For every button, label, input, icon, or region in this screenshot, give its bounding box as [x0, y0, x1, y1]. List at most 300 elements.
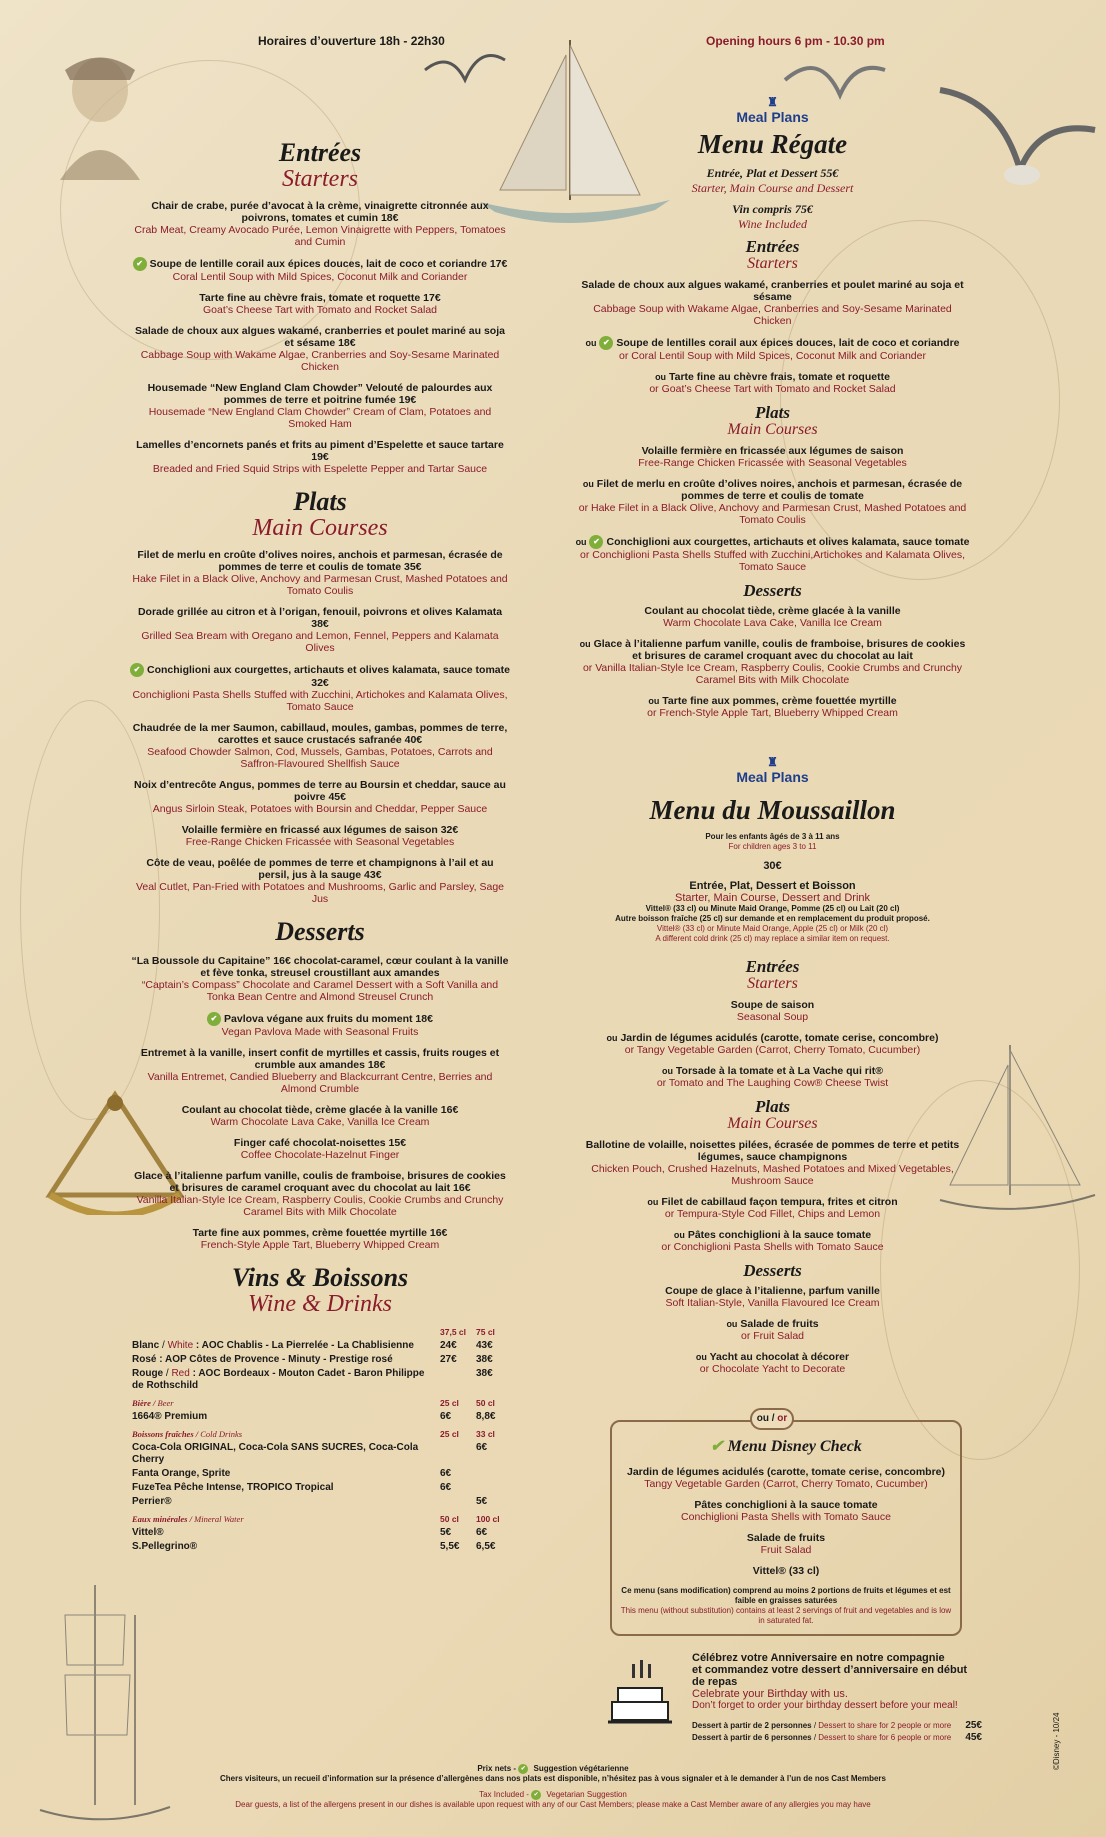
- item-text-fr: Volaille fermière en fricassé aux légumes de saison 32€: [181, 824, 459, 836]
- item-name-fr: [575, 605, 970, 617]
- wine-name: Blanc / White : AOC Chablis - La Pierrelée - La Chablisienne: [132, 1340, 414, 1351]
- item-name-fr: [575, 478, 970, 502]
- desserts-section: [130, 919, 510, 1251]
- item-name-fr: [575, 999, 970, 1011]
- birthday-price: 25€: [965, 1720, 982, 1731]
- beer-table: [130, 1396, 510, 1424]
- a-la-carte-column: [130, 140, 510, 1554]
- disney-check-title: [620, 1436, 952, 1456]
- menu-title: Menu du Moussaillon: [649, 795, 896, 825]
- item-name-fr: [575, 1229, 970, 1241]
- birthday-price-row: Dessert à partir de 2 personnes / Dessert to share for 2 people or more 25€: [692, 1720, 982, 1731]
- menu-item: [130, 549, 510, 597]
- item-name-fr: [130, 955, 510, 979]
- menu-item: [575, 1139, 970, 1187]
- disney-check-icon: ✔: [710, 1438, 724, 1455]
- item-name-fr: [575, 1196, 970, 1208]
- item-name-en: Tangy Vegetable Garden (Carrot, Cherry Tomato, Cucumber): [644, 1478, 928, 1490]
- mains-section: [130, 489, 510, 905]
- or-prefix: ou: [655, 372, 667, 382]
- price-cell: 38€: [476, 1368, 493, 1379]
- item-name-fr: [130, 382, 510, 406]
- subsection-title: Desserts: [743, 1261, 802, 1280]
- price-cell: 6€: [440, 1468, 452, 1479]
- category-title: Eaux minérales / Mineral Water: [132, 1514, 244, 1524]
- opening-hours-en: Opening hours 6 pm - 10.30 pm: [706, 34, 885, 48]
- category-title-en: Beer: [157, 1398, 174, 1408]
- item-name-en: Goat’s Cheese Tart with Tomato and Rocket Salad: [202, 304, 438, 316]
- item-text-fr: Ballotine de volaille, noisettes pilées, écrasée de pommes de terre et petits légumes, sauce champignons: [585, 1139, 960, 1163]
- item-name-en: Angus Sirloin Steak, Potatoes with Boursin and Cheddar, Pepper Sauce: [152, 803, 488, 815]
- disney-check-box: [610, 1420, 962, 1636]
- menu-item: [130, 1047, 510, 1095]
- subsection-title: Entrées: [745, 237, 800, 256]
- birthday-price-label-fr: Dessert à partir de 2 personnes: [692, 1721, 812, 1730]
- menu-item: [575, 999, 970, 1023]
- category-title-fr: Bière: [132, 1398, 151, 1408]
- item-text-fr: Chaudrée de la mer Saumon, cabillaud, moules, gambas, pommes de terre, carottes et sauce crustacés safranée 40€: [132, 722, 508, 746]
- menu-item: [575, 1318, 970, 1342]
- item-name-fr: [575, 371, 970, 383]
- item-name-en: or Fruit Salad: [740, 1330, 805, 1342]
- item-name-fr: [130, 857, 510, 881]
- menu-item: [130, 722, 510, 770]
- menu-item: [575, 279, 970, 327]
- price-cell: [438, 1367, 474, 1393]
- item-text-fr: Vittel® (33 cl): [752, 1565, 820, 1577]
- item-name-fr: [130, 439, 510, 463]
- menu-item: [130, 439, 510, 475]
- item-name-en: or Tempura-Style Cod Fillet, Chips and Lemon: [664, 1208, 881, 1220]
- birthday-cake-icon: [604, 1658, 676, 1728]
- menu-item: [575, 336, 970, 362]
- regate-desserts-list: [575, 605, 970, 719]
- menu-item: [575, 371, 970, 395]
- category-title-en: Cold Drinks: [200, 1429, 243, 1439]
- item-text-fr: Coulant au chocolat tiède, crème glacée à la vanille 16€: [181, 1104, 459, 1116]
- price-cell: 38€: [476, 1354, 493, 1365]
- item-text-fr: Glace à l’italienne parfum vanille, coulis de framboise, brisures de cookies et brisures de caramel croquant avec du chocolat au lait 16€: [134, 1170, 506, 1194]
- wine-row: [130, 1367, 510, 1393]
- menu-item: [575, 605, 970, 629]
- category-title-fr: Eaux minérales: [132, 1514, 188, 1524]
- item-text-fr: Yacht au chocolat à décorer: [709, 1351, 850, 1363]
- item-text-fr: Entremet à la vanille, insert confit de myrtilles et cassis, fruits rouges et crumble aux amandes 18€: [140, 1047, 500, 1071]
- wine-color-en: White: [167, 1340, 194, 1351]
- item-name-fr: [130, 722, 510, 746]
- subsection-title: Entrées: [745, 957, 800, 976]
- vegetarian-icon: ✔: [589, 535, 603, 549]
- menu-title: Menu Régate: [697, 129, 848, 159]
- price-cell: 43€: [476, 1340, 493, 1351]
- item-name-en: French-Style Apple Tart, Blueberry Whipped Cream: [200, 1239, 440, 1251]
- or-prefix: ou: [606, 1033, 618, 1043]
- drink-name: Fanta Orange, Sprite: [132, 1468, 231, 1479]
- column-header: 33 cl: [476, 1429, 495, 1439]
- birthday-line-en-2: Don’t forget to order your birthday dessert before your meal!: [692, 1700, 958, 1711]
- item-name-fr: [575, 695, 970, 707]
- item-text-fr: Salade de choux aux algues wakamé, cranberries et poulet mariné au soja et sésame 18€: [135, 325, 505, 349]
- item-name-fr: [575, 1351, 970, 1363]
- item-name-fr: [130, 663, 510, 689]
- item-name-en: Breaded and Fried Squid Strips with Espelette Pepper and Tartar Sauce: [152, 463, 488, 475]
- or-prefix: ou: [647, 1197, 659, 1207]
- menu-item: [130, 325, 510, 373]
- or-badge-en: or: [777, 1413, 788, 1424]
- menu-item: [620, 1499, 952, 1523]
- menu-price-en: Wine Included: [738, 217, 807, 231]
- column-header: 100 cl: [476, 1514, 500, 1524]
- age-range-fr: Pour les enfants âgés de 3 à 11 ans: [705, 832, 840, 841]
- drink-name: 1664® Premium: [132, 1411, 208, 1422]
- item-name-en: Warm Chocolate Lava Cake, Vanilla Ice Cream: [663, 617, 882, 629]
- menu-includes-fr: Entrée, Plat, Dessert et Boisson: [689, 880, 856, 892]
- menu-item: [130, 1104, 510, 1128]
- menu-item: [130, 857, 510, 905]
- item-text-fr: Jardin de légumes acidulés (carotte, tomate cerise, concombre): [620, 1032, 939, 1044]
- wine-name: [130, 1353, 438, 1367]
- vegetarian-icon: ✔: [133, 257, 147, 271]
- item-text-fr: Soupe de saison: [730, 999, 815, 1011]
- menu-item: [575, 1351, 970, 1375]
- price-cell: 27€: [440, 1354, 457, 1365]
- castle-icon: ♜: [767, 755, 778, 769]
- or-prefix: ou: [673, 1230, 685, 1240]
- subsection-title: Plats: [755, 1097, 790, 1116]
- or-prefix: ou: [579, 639, 591, 649]
- category-title: Boissons fraîches / Cold Drinks: [132, 1429, 243, 1439]
- item-name-fr: [575, 1318, 970, 1330]
- item-text-fr: Finger café chocolat-noisettes 15€: [233, 1137, 407, 1149]
- menu-item: [130, 779, 510, 815]
- wine-label: : AOC Chablis - La Pierrelée - La Chablisienne: [193, 1340, 414, 1351]
- drink-row: [130, 1540, 510, 1554]
- item-name-fr: [575, 1032, 970, 1044]
- item-text-fr: Tarte fine au chèvre frais, tomate et roquette 17€: [199, 292, 441, 304]
- item-name-en: Crab Meat, Creamy Avocado Purée, Lemon Vinaigrette with Peppers, Tomatoes and Cumin: [134, 224, 506, 248]
- price-cell: 5€: [476, 1496, 488, 1507]
- item-name-en: Free-Range Chicken Fricassée with Seasonal Vegetables: [638, 457, 907, 469]
- wine-row: [130, 1339, 510, 1353]
- item-name-fr: [620, 1532, 952, 1544]
- drink-name: FuzeTea Pêche Intense, TROPICO Tropical: [132, 1482, 334, 1493]
- section-subtitle: Main Courses: [252, 515, 388, 541]
- wine-row: [130, 1353, 510, 1367]
- menu-price: Entrée, Plat et Dessert 55€: [706, 166, 839, 180]
- or-badge-fr: ou: [756, 1413, 769, 1424]
- item-name-en: or Hake Filet in a Black Olive, Anchovy and Parmesan Crust, Mashed Potatoes and Tomato Coulis: [578, 502, 967, 526]
- age-range-en: For children ages 3 to 11: [728, 842, 817, 851]
- item-text-fr: Filet de merlu en croûte d’olives noires, anchois et parmesan, écrasée de pommes de terre et coulis de tomate 35€: [137, 549, 503, 573]
- section-subtitle: Starters: [281, 166, 358, 192]
- item-name-fr: [130, 1104, 510, 1116]
- menu-item: [130, 257, 510, 283]
- item-name-en: Hake Filet in a Black Olive, Anchovy and Parmesan Crust, Mashed Potatoes and Tomato Coulis: [132, 573, 508, 597]
- item-name-en: Vanilla Italian-Style Ice Cream, Raspberry Coulis, Cookie Crumbs and Crunchy Caramel Bits with Milk Chocolate: [136, 1194, 504, 1218]
- drink-name: Coca-Cola ORIGINAL, Coca-Cola SANS SUCRES, Coca-Cola Cherry: [132, 1442, 419, 1465]
- item-text-fr: Glace à l’italienne parfum vanille, coulis de framboise, brisures de cookies et brisures de caramel croquant avec du chocolat au lait: [593, 638, 966, 662]
- price-cell: [438, 1495, 474, 1509]
- item-text-fr: Tarte fine aux pommes, crème fouettée myrtille: [662, 695, 897, 707]
- subsection-title: Plats: [755, 403, 790, 422]
- price-cell: 24€: [440, 1340, 457, 1351]
- section-subtitle: Wine & Drinks: [248, 1291, 392, 1317]
- drink-name: S.Pellegrino®: [132, 1541, 198, 1552]
- subsection-subtitle: Starters: [747, 255, 798, 272]
- category-title: Bière / Beer: [132, 1398, 174, 1408]
- item-name-en: Conchiglioni Pasta Shells Stuffed with Zucchini, Artichokes and Kalamata Olives, Tomato Sauce: [132, 689, 508, 713]
- column-header: 25 cl: [440, 1429, 459, 1439]
- item-name-fr: [130, 200, 510, 224]
- item-name-en: Cabbage Soup with Wakame Algae, Cranberries and Soy-Sesame Marinated Chicken: [593, 303, 952, 327]
- item-name-en: or French-Style Apple Tart, Blueberry Whipped Cream: [647, 707, 898, 719]
- column-header: 50 cl: [440, 1514, 459, 1524]
- drink-row: [130, 1441, 510, 1467]
- subsection-title: Desserts: [743, 581, 802, 600]
- section-title: Plats: [293, 487, 347, 516]
- menu-item: [130, 1012, 510, 1038]
- menu-item: [575, 445, 970, 469]
- menu-item: [130, 606, 510, 654]
- column-header: 25 cl: [440, 1398, 459, 1408]
- menu-item: [575, 638, 970, 686]
- subsection-subtitle: Main Courses: [727, 421, 818, 438]
- cold-drinks-table: [130, 1427, 510, 1509]
- subsection-subtitle: Main Courses: [727, 1115, 818, 1132]
- item-name-fr: [130, 606, 510, 630]
- menu-price: Vin compris 75€: [732, 202, 813, 216]
- item-name-fr: [575, 1139, 970, 1163]
- price-cell: [438, 1441, 474, 1467]
- menu-item: [130, 200, 510, 248]
- menu-item: [575, 1285, 970, 1309]
- price-cell: [474, 1481, 510, 1495]
- menu-regate: [575, 95, 970, 719]
- item-name-fr: [620, 1565, 952, 1577]
- meal-plans-label: Meal Plans: [736, 109, 809, 125]
- menu-item: [575, 535, 970, 573]
- menu-price: 30€: [763, 860, 782, 872]
- price-cell: [474, 1467, 510, 1481]
- item-name-en: or Tomato and The Laughing Cow® Cheese Twist: [656, 1077, 889, 1089]
- opening-hours-fr: Horaires d’ouverture 18h - 22h30: [258, 34, 445, 48]
- item-text-fr: Pâtes conchiglioni à la sauce tomate: [687, 1229, 872, 1241]
- wine-color-fr: Rosé: [132, 1354, 157, 1365]
- item-name-en: Cabbage Soup with Wakame Algae, Cranberries and Soy-Sesame Marinated Chicken: [140, 349, 500, 373]
- or-prefix: ou: [726, 1319, 738, 1329]
- menu-item: [620, 1466, 952, 1490]
- or-prefix: ou: [661, 1066, 673, 1076]
- drink-choice-fr-2: Autre boisson fraîche (25 cl) sur demande et en remplacement du produit proposé.: [615, 914, 930, 923]
- menu-item: [130, 1227, 510, 1251]
- category-title-fr: Boissons fraîches: [132, 1429, 194, 1439]
- wines-section: [130, 1265, 510, 1554]
- item-text-fr: Dorade grillée au citron et à l’origan, fenouil, poivrons et olives Kalamata 38€: [137, 606, 503, 630]
- birthday-line-fr-2: et commandez votre dessert d’anniversaire en début de repas: [692, 1664, 968, 1688]
- vegetarian-icon: ✔: [518, 1764, 528, 1774]
- regate-mains-list: [575, 445, 970, 573]
- mains-list: [130, 549, 510, 905]
- item-name-fr: [130, 292, 510, 304]
- item-name-en: “Captain’s Compass” Chocolate and Caramel Dessert with a Soft Vanilla and Tonka Bean Centre and Almond Streusel Crunch: [141, 979, 499, 1003]
- item-name-en: Conchiglioni Pasta Shells with Tomato Sauce: [681, 1511, 891, 1523]
- menu-item: [620, 1565, 952, 1577]
- item-name-fr: [575, 445, 970, 457]
- item-text-fr: Conchiglioni aux courgettes, artichauts et olives kalamata, sauce tomate 32€: [147, 663, 510, 689]
- seagull-illustration: [420, 40, 510, 120]
- price-cell: 6,5€: [476, 1541, 496, 1552]
- drink-choice-en: Vittel® (33 cl) or Minute Maid Orange, Apple (25 cl) or Milk (20 cl): [656, 924, 889, 933]
- item-text-fr: Salade de choux aux algues wakamé, cranberries et poulet mariné au soja et sésame: [581, 279, 964, 303]
- item-name-fr: [130, 1227, 510, 1239]
- item-text-fr: Filet de cabillaud façon tempura, frites et citron: [661, 1196, 898, 1208]
- item-name-en: Vegan Pavlova Made with Seasonal Fruits: [221, 1026, 419, 1038]
- vegetarian-icon: ✔: [531, 1790, 541, 1800]
- item-name-en: Seasonal Soup: [736, 1011, 809, 1023]
- item-name-en: Housemade “New England Clam Chowder” Cream of Clam, Potatoes and Smoked Ham: [148, 406, 492, 430]
- desserts-list: [130, 955, 510, 1251]
- kids-mains-list: [575, 1139, 970, 1253]
- menu-includes-en: Starter, Main Course, Dessert and Drink: [674, 892, 871, 904]
- item-name-fr: [130, 1047, 510, 1071]
- vegetarian-icon: ✔: [130, 663, 144, 677]
- item-name-fr: [130, 1137, 510, 1149]
- item-name-en: or Goat’s Cheese Tart with Tomato and Rocket Salad: [649, 383, 896, 395]
- item-text-fr: Pâtes conchiglioni à la sauce tomate: [694, 1499, 878, 1511]
- footer: [130, 1764, 976, 1810]
- section-title: Desserts: [275, 917, 365, 946]
- drink-name: Vittel®: [132, 1527, 164, 1538]
- disney-check-note-fr: Ce menu (sans modification) comprend au moins 2 portions de fruits et légumes et est faible en graisses saturées: [621, 1586, 951, 1605]
- item-name-en: or Tangy Vegetable Garden (Carrot, Cherry Tomato, Cucumber): [624, 1044, 921, 1056]
- birthday-price-label-en: Dessert to share for 6 people or more: [818, 1733, 952, 1742]
- item-text-fr: Salade de fruits: [746, 1532, 826, 1544]
- menu-item: [575, 1229, 970, 1253]
- kids-desserts-list: [575, 1285, 970, 1375]
- disney-check-items: [620, 1466, 952, 1577]
- footer-allergen-fr: Chers visiteurs, un recueil d’information sur la présence d’allergènes dans nos plats est disponible, n’hésitez pas à vous signaler et à le demander à l’un de nos Cast Members: [220, 1774, 886, 1784]
- item-name-en: or Conchiglioni Pasta Shells with Tomato Sauce: [661, 1241, 884, 1253]
- wine-table: [130, 1325, 510, 1393]
- item-name-fr: [130, 325, 510, 349]
- menu-price-en: Starter, Main Course and Dessert: [691, 181, 854, 195]
- or-badge: ou / or: [750, 1408, 794, 1430]
- footer-line-en: [130, 1790, 976, 1800]
- item-name-fr: [130, 824, 510, 836]
- regate-starters-list: [575, 279, 970, 395]
- item-name-fr: [620, 1466, 952, 1478]
- birthday-price-label-en: Dessert to share for 2 people or more: [818, 1721, 952, 1730]
- disney-check-title-text: Menu Disney Check: [727, 1438, 862, 1455]
- item-text-fr: Tarte fine aux pommes, crème fouettée myrtille 16€: [192, 1227, 448, 1239]
- item-name-fr: [620, 1499, 952, 1511]
- wine-label: : AOC Bordeaux - Mouton Cadet - Baron Philippe de Rothschild: [132, 1368, 425, 1391]
- price-cell: 6€: [476, 1527, 488, 1538]
- price-cell: 8,8€: [476, 1411, 496, 1422]
- item-name-fr: [575, 638, 970, 662]
- or-prefix: ou: [695, 1352, 707, 1362]
- section-title: Entrées: [278, 138, 362, 167]
- or-prefix: ou: [648, 696, 660, 706]
- item-name-en: or Coral Lentil Soup with Mild Spices, Coconut Milk and Coriander: [619, 350, 926, 362]
- item-name-fr: [130, 779, 510, 803]
- or-prefix: ou: [575, 536, 587, 547]
- drink-row: [130, 1526, 510, 1540]
- copyright: ©Disney - 10/24: [1052, 1712, 1061, 1770]
- item-text-fr: Filet de merlu en croûte d’olives noires, anchois et parmesan, écrasée de pommes de terre et coulis de tomate: [596, 478, 963, 502]
- item-text-fr: Pavlova végane aux fruits du moment 18€: [224, 1012, 433, 1025]
- column-header: 50 cl: [476, 1398, 495, 1408]
- item-name-en: Coral Lentil Soup with Mild Spices, Coconut Milk and Coriander: [172, 271, 468, 283]
- item-name-en: or Vanilla Italian-Style Ice Cream, Raspberry Coulis, Cookie Crumbs and Crunchy Caramel Bits with Milk Chocolate: [582, 662, 963, 686]
- item-text-fr: Soupe de lentilles corail aux épices douces, lait de coco et coriandre: [616, 336, 960, 349]
- item-name-fr: [575, 1285, 970, 1297]
- footer-tax-fr: Prix nets -: [477, 1764, 517, 1774]
- menu-item: [130, 824, 510, 848]
- footer-tax-en: Tax Included -: [479, 1790, 529, 1800]
- price-cell: 5,5€: [440, 1541, 460, 1552]
- menu-item: [130, 663, 510, 713]
- price-cell: 6€: [476, 1442, 488, 1453]
- wine-color-fr: Blanc: [132, 1340, 160, 1351]
- menu-item: [130, 955, 510, 1003]
- item-text-fr: Torsade à la tomate et à La Vache qui rit®: [675, 1065, 884, 1077]
- birthday-price-label-fr: Dessert à partir de 6 personnes: [692, 1733, 812, 1742]
- meal-plans-label: Meal Plans: [736, 769, 809, 785]
- drink-row: [130, 1467, 510, 1481]
- menu-item: [575, 478, 970, 526]
- wine-label: : AOP Côtes de Provence - Minuty - Prestige rosé: [156, 1354, 393, 1365]
- menu-item: [130, 1137, 510, 1161]
- item-text-fr: Jardin de légumes acidulés (carotte, tomate cerise, concombre): [626, 1466, 946, 1478]
- item-name-fr: [575, 535, 970, 549]
- wine-color-en: Red: [171, 1368, 190, 1379]
- footer-line-fr: [130, 1764, 976, 1774]
- starters-list: [130, 200, 510, 475]
- birthday-text: [692, 1652, 982, 1744]
- menu-item: [130, 1170, 510, 1218]
- column-header: 75 cl: [476, 1327, 495, 1337]
- menu-item: [130, 382, 510, 430]
- vegetarian-icon: ✔: [599, 336, 613, 350]
- item-text-fr: Chair de crabe, purée d’avocat à la crème, vinaigrette citronnée aux poivrons, tomates et cumin 18€: [151, 200, 489, 224]
- birthday-line-fr: Célébrez votre Anniversaire en notre compagnie: [692, 1652, 945, 1664]
- item-name-en: Vanilla Entremet, Candied Blueberry and Blackcurrant Centre, Berries and Almond Crumble: [147, 1071, 493, 1095]
- footer-allergen-en: Dear guests, a list of the allergens present in our dishes is available upon request with any of our Cast Members; please make a Cast Member aware of any allergies you may have: [235, 1800, 871, 1810]
- drink-choice-en-2: A different cold drink (25 cl) may replace a similar item on request.: [655, 934, 890, 943]
- item-text-fr: Côte de veau, poêlée de pommes de terre et champignons à l’ail et au persil, jus à la sauge 43€: [146, 857, 494, 881]
- item-name-fr: [575, 1065, 970, 1077]
- item-text-fr: Lamelles d’encornets panés et frits au piment d’Espelette et sauce tartare 19€: [136, 439, 504, 463]
- price-cell: 6€: [440, 1411, 452, 1422]
- item-text-fr: Salade de fruits: [740, 1318, 819, 1330]
- item-name-en: Coffee Chocolate-Hazelnut Finger: [240, 1149, 400, 1161]
- or-prefix: ou: [582, 479, 594, 489]
- item-name-fr: [130, 257, 510, 271]
- meal-plans-logo: [575, 95, 970, 125]
- menu-item: [620, 1532, 952, 1556]
- subsection-subtitle: Starters: [747, 975, 798, 992]
- item-text-fr: Coulant au chocolat tiède, crème glacée à la vanille: [644, 605, 901, 617]
- menu-item: [130, 292, 510, 316]
- drink-choice-fr: Vittel® (33 cl) ou Minute Maid Orange, Pomme (25 cl) ou Lait (20 cl): [645, 904, 900, 913]
- wine-color-fr: Rouge: [132, 1368, 164, 1379]
- price-cell: 5€: [440, 1527, 452, 1538]
- drink-row: [130, 1495, 510, 1509]
- birthday-price: 45€: [965, 1732, 982, 1743]
- kids-starters-list: [575, 999, 970, 1089]
- item-name-en: or Chocolate Yacht to Decorate: [699, 1363, 846, 1375]
